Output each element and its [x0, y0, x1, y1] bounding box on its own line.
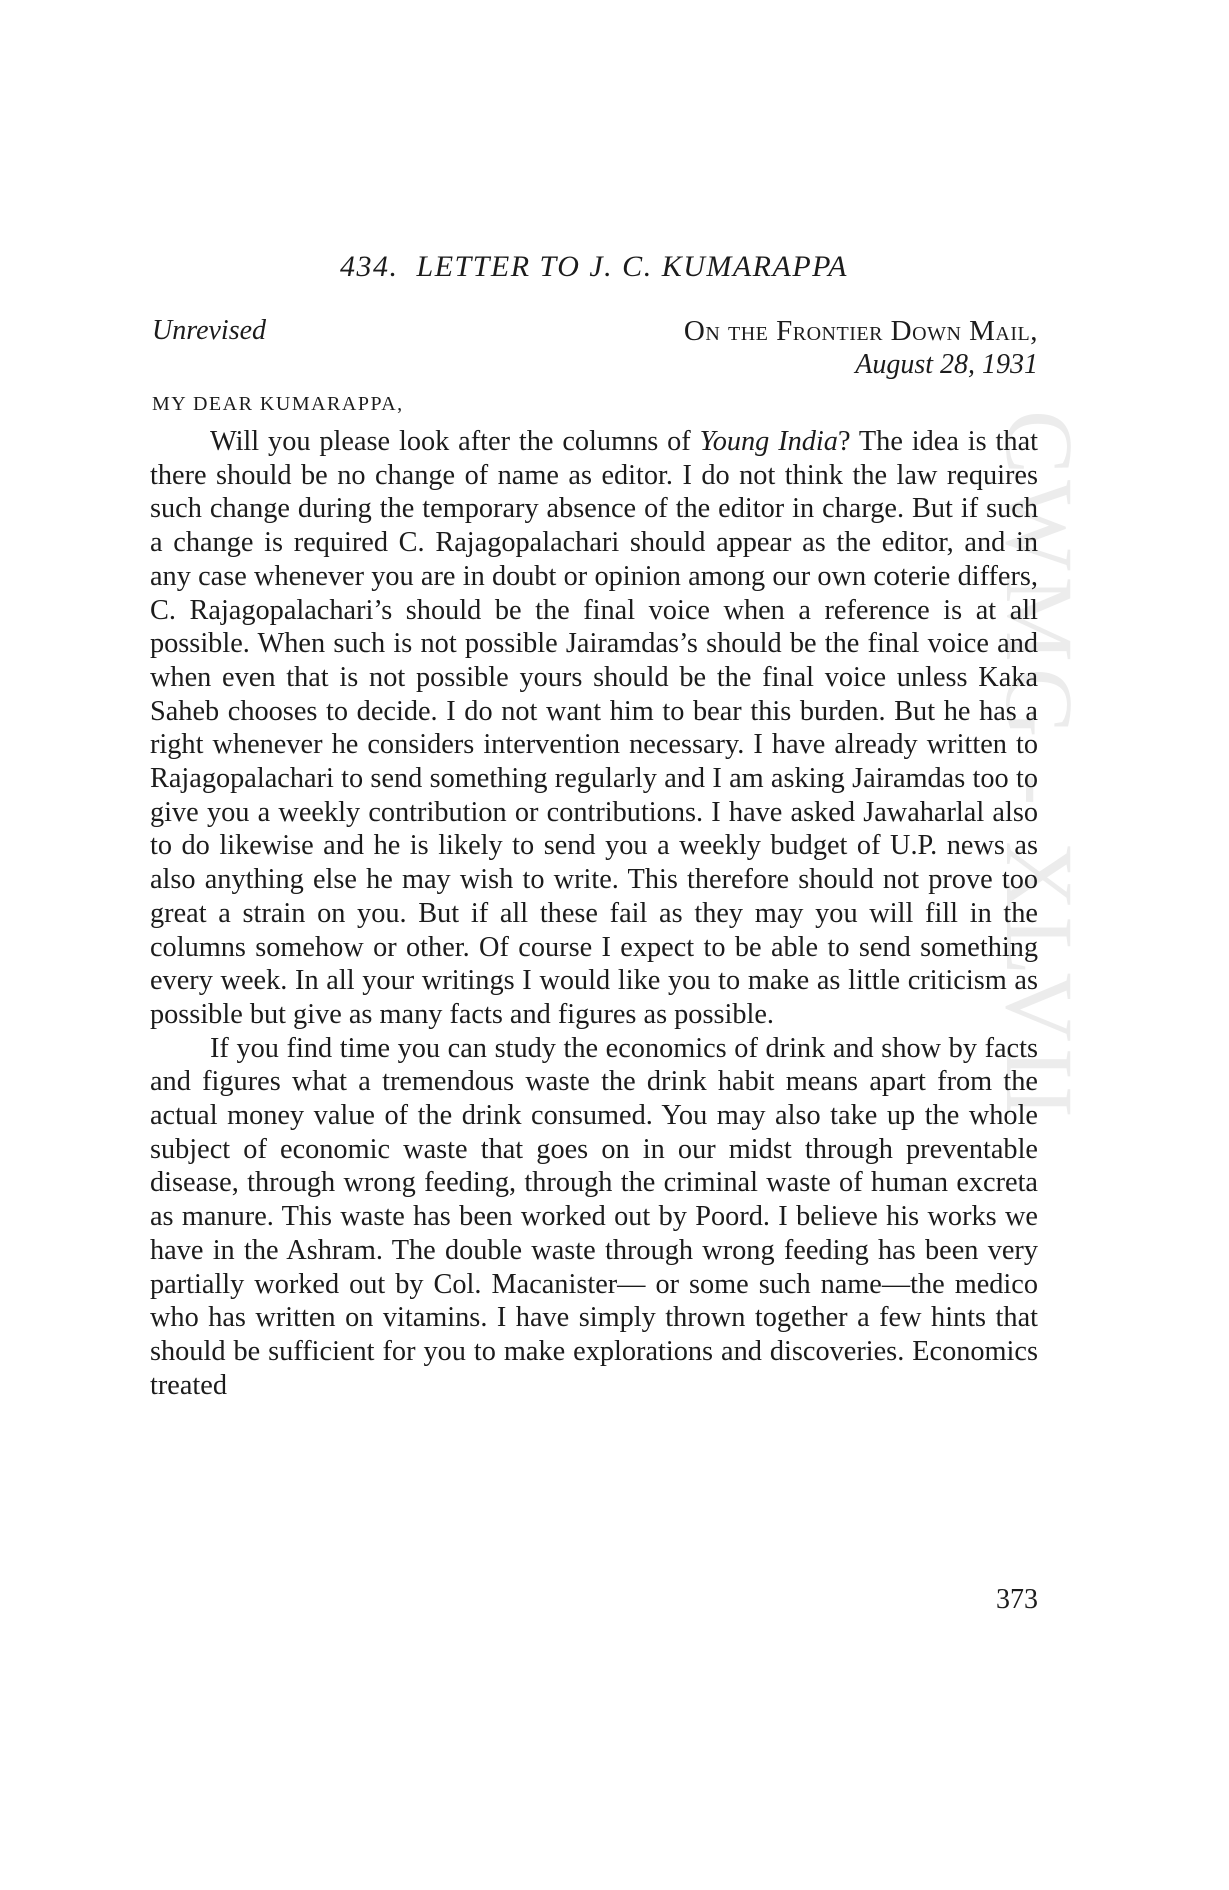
letter-place: On the Frontier Down Mail,	[683, 315, 1038, 347]
paragraph	[150, 425, 1038, 1032]
letter-heading	[150, 250, 1038, 284]
paragraph-text: Will you please look after the columns of	[210, 426, 700, 457]
salutation: MY DEAR KUMARAPPA,	[152, 393, 404, 415]
paragraph: If you find time you can study the economics of drink and show by facts and figures what a tremendous waste the drink habit means apart from the actual money value of the drink consumed. You may also take up the whole subject of economic waste that goes on in our midst through preventable disease, through wrong feeding, through the criminal waste of human excreta as manure. This waste has been worked out by Poord. I believe his works we have in the Ashram. The double waste through wrong feeding has been very partially worked out by Col. Macanister— or some such name—the medico who has written on vitamins. I have simply thrown together a few hints that should be sufficient for you to make explorations and discoveries. Economics treated	[150, 1032, 1038, 1401]
status-note: Unrevised	[152, 315, 267, 346]
periodical-title: Young India	[699, 426, 838, 457]
page-number: 373	[996, 1584, 1038, 1615]
paragraph-text: ? The idea is that there should be no change of name as editor. I do not think the law requires such change during the temporary absence of the editor in charge. But if such a change is required C. Rajagopalachari should appear as the editor, and in any case whenever you are in doubt or opinion among our own coterie differs, C. Rajagopalachari’s should be the final voice when a reference is at all possible. When such is not possible Jairamdas’s should be the final voice and when even that is not possible yours should be the final voice unless Kaka Saheb chooses to decide. I do not want him to bear this burden. But he has a right whenever he considers intervention necessary. I have already written to Rajagopalachari to send something regularly and I am asking Jairamdas too to give you a weekly contribution or contributions. I have asked Jawaharlal also to do likewise and he is likely to send you a weekly budget of U.P. news as also anything else he may wish to write. This therefore should not prove too great a strain on you. But if all these fail as they may you will fill in the columns somehow or other. Of course I expect to be able to send something every week. In all your writings I would like you to make as little criticism as possible but give as many facts and figures as possible.	[150, 426, 1038, 1030]
letter-date: August 28, 1931	[855, 349, 1038, 380]
watermark: CWMG - XLVII	[986, 410, 1093, 1124]
letter-number: 434.	[340, 250, 399, 283]
letter-body	[150, 425, 1038, 1402]
letter-title: LETTER TO J. C. KUMARAPPA	[416, 250, 848, 283]
